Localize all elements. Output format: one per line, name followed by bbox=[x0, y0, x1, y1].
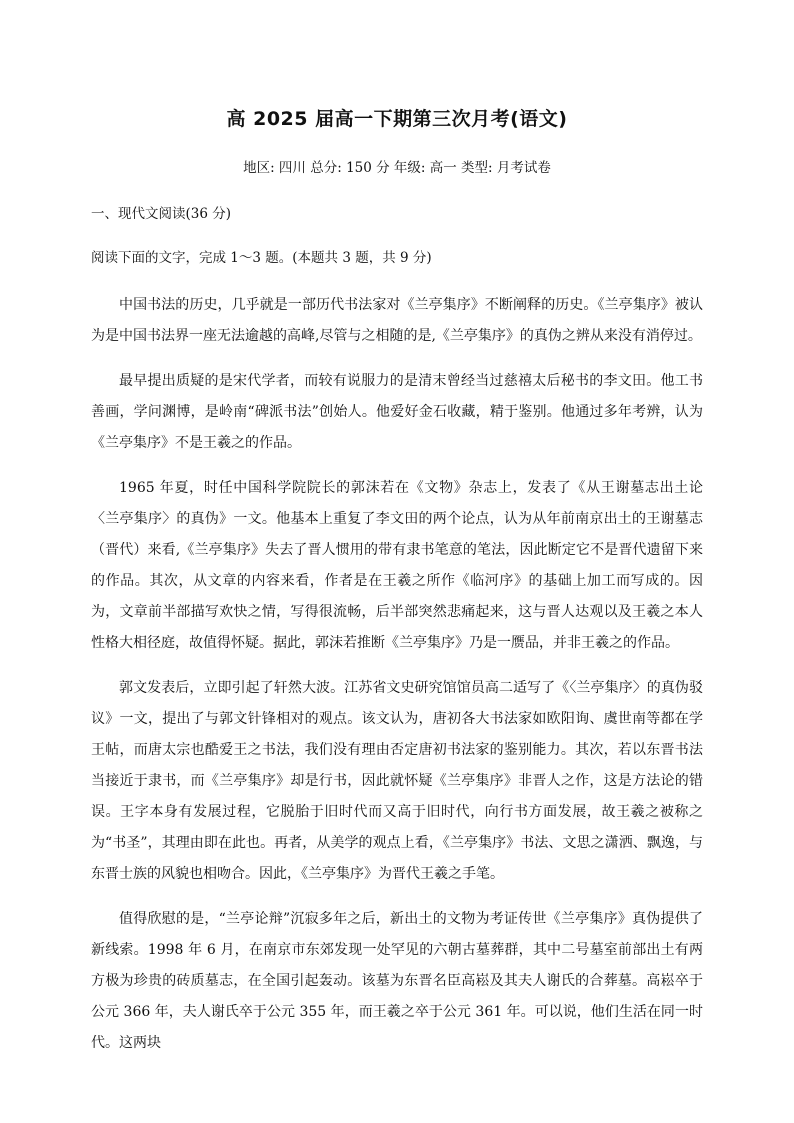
passage-paragraph-2: 最早提出质疑的是宋代学者，而较有说服力的是清末曾经当过慈禧太后秘书的李文田。他工书善画，学问渊博，是岭南“碑派书法”创始人。他爱好金石收藏，精于鉴别。他通过多年考辨，认为《兰亭集序》不是王羲之的作品。 bbox=[91, 373, 703, 451]
section-heading: 一、现代文阅读(36 分) bbox=[91, 206, 232, 222]
document-title: 高 2025 届高一下期第三次月考(语文) bbox=[226, 108, 568, 130]
passage-paragraph-5: 值得欣慰的是，“兰亭论辩”沉寂多年之后，新出土的文物为考证传世《兰亭集序》真伪提供了新线索。1998 年 6 月，在南京市东郊发现一处罕见的六朝古墓葬群，其中二号墓室前部出土有两方极为珍贵的砖质墓志，在全国引起轰动。该墓为东晋名臣高崧及其夫人谢氏的合葬墓。高崧卒于公元 366 年，夫人谢氏卒于公元 355 年，而王羲之卒于公元 361 年。可以说，他们生活在同一时代。这两块 bbox=[91, 911, 703, 1051]
passage-paragraph-3: 1965 年夏，时任中国科学院院长的郭沫若在《文物》杂志上，发表了《从王谢墓志出土论〈兰亭集序〉的真伪》一文。他基本上重复了李文田的两个论点，认为从年前南京出土的王谢墓志（晋代）来看,《兰亭集序》失去了晋人惯用的带有隶书笔意的笔法，因此断定它不是晋代遗留下来的作品。其次，从文章的内容来看，作者是在王羲之所作《临河序》的基础上加工而写成的。因为，文章前半部描写欢快之情，写得很流畅，后半部突然悲痛起来，这与晋人达观以及王羲之本人性格大相径庭，故值得怀疑。据此，郭沫若推断《兰亭集序》乃是一赝品，并非王羲之的作品。 bbox=[91, 480, 703, 651]
passage-paragraph-4: 郭文发表后，立即引起了轩然大波。江苏省文史研究馆馆员高二适写了《〈兰亭集序〉的真伪驳议》一文，提出了与郭文针锋相对的观点。该文认为，唐初各大书法家如欧阳询、虞世南等都在学王帖，而唐太宗也酷爱王之书法，我们没有理由否定唐初书法家的鉴别能力。其次，若以东晋书法当接近于隶书，而《兰亭集序》却是行书，因此就怀疑《兰亭集序》非晋人之作，这是方法论的错误。王字本身有发展过程，它脱胎于旧时代而又高于旧时代，向行书方面发展，故王羲之被称之为“书圣”，其理由即在此也。再者，从美学的观点上看，《兰亭集序》书法、文思之潇洒、飘逸，与东晋士族的风貌也相吻合。因此，《兰亭集序》为晋代王羲之手笔。 bbox=[91, 680, 703, 882]
reading-instruction: 阅读下面的文字，完成 1～3 题。(本题共 3 题，共 9 分) bbox=[91, 250, 432, 266]
reading-passage bbox=[91, 290, 703, 1073]
passage-paragraph-1: 中国书法的历史，几乎就是一部历代书法家对《兰亭集序》不断阐释的历史。《兰亭集序》被认为是中国书法界一座无法逾越的高峰,尽管与之相随的是,《兰亭集序》的真伪之辨从来没有消停过。 bbox=[91, 297, 703, 344]
exam-meta-line: 地区: 四川 总分: 150 分 年级: 高一 类型: 月考试卷 bbox=[243, 160, 551, 176]
